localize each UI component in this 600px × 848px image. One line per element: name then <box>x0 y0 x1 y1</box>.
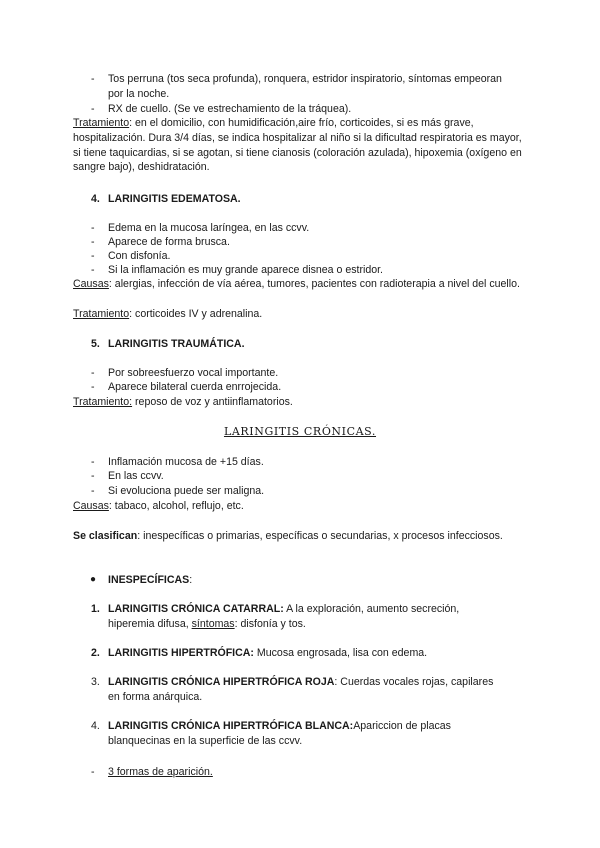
list-item: En las ccvv. <box>108 470 164 482</box>
list-item: RX de cuello. (Se ve estrechamiento de la tráquea). <box>108 103 352 115</box>
list-item: Aparece bilateral cuerda enrrojecida. <box>108 381 282 393</box>
section-number: 4. <box>91 193 100 205</box>
subsection-heading <box>108 573 520 588</box>
treatment-paragraph <box>73 307 528 322</box>
treatment-text: : corticoides IV y adrenalina. <box>129 308 263 320</box>
list-dash: - <box>91 381 95 393</box>
list-item: Aparece de forma brusca. <box>108 236 230 248</box>
list-item: Si evoluciona puede ser maligna. <box>108 485 265 497</box>
item-title: LARINGITIS CRÓNICA CATARRAL: <box>108 603 284 615</box>
item-desc: Apariccion de placas <box>353 720 451 732</box>
treatment-label: Tratamiento <box>73 308 130 320</box>
treatment-label: Tratamiento <box>73 117 130 129</box>
numbered-item <box>108 602 520 632</box>
causes-text: : alergias, infección de vía aérea, tumores, pacientes con radioterapia a nivel del cuello. <box>108 278 520 290</box>
treatment-label: Tratamiento: <box>73 396 133 408</box>
treatment-text: : en el domicilio, con humidificación,aire frío, corticoides, si es más grave, hospitalización. Dura 3/4 días, se indica hospitalizar al niño si la dificultad respiratoria es mayor, si tiene taquicardias, si se agotan, si tiene cianosis (coloración azulada), hipoxemia (oxígeno en sangre bajo), deshidratación. <box>73 117 522 174</box>
subsection-heading-text: INESPECÍFICAS <box>108 574 190 586</box>
list-item: 3 formas de aparición. <box>108 766 213 778</box>
list-item: Si la inflamación es muy grande aparece disnea o estridor. <box>108 264 384 276</box>
item-desc: : Cuerdas vocales rojas, capilares <box>334 676 494 688</box>
item-desc: A la exploración, aumento secreción, <box>283 603 460 615</box>
item-title: LARINGITIS HIPERTRÓFICA: <box>108 647 254 659</box>
item-number: 2. <box>91 647 100 659</box>
causes-label: Causas <box>73 500 109 512</box>
causes-paragraph <box>73 499 528 514</box>
bullet-icon: ● <box>90 574 97 585</box>
item-desc-3: : disfonía y tos. <box>234 617 306 630</box>
treatment-paragraph <box>73 395 528 410</box>
causes-label: Causas <box>73 278 109 290</box>
list-dash: - <box>91 367 95 379</box>
list-dash: - <box>91 222 95 234</box>
list-item: Edema en la mucosa laríngea, en las ccvv. <box>108 222 310 234</box>
symptoms-label: síntomas <box>191 617 235 630</box>
list-dash: - <box>91 264 95 276</box>
item-number: 1. <box>91 603 100 615</box>
list-item: Con disfonía. <box>108 250 171 262</box>
classification-paragraph <box>73 529 528 544</box>
treatment-text: reposo de voz y antiinflamatorios. <box>132 396 293 408</box>
list-dash: - <box>91 766 95 778</box>
list-dash: - <box>91 250 95 262</box>
item-desc-2: en forma anárquica. <box>108 690 203 703</box>
list-dash: - <box>91 73 95 85</box>
numbered-item <box>108 646 520 661</box>
item-desc: Mucosa engrosada, lisa con edema. <box>253 647 428 659</box>
list-item: Por sobreesfuerzo vocal importante. <box>108 367 279 379</box>
section-title: LARINGITIS TRAUMÁTICA. <box>108 338 245 350</box>
list-dash: - <box>91 485 95 497</box>
item-number: 3. <box>91 676 100 688</box>
numbered-item <box>108 719 520 749</box>
heading-suffix: : <box>189 574 193 586</box>
numbered-item <box>108 675 520 705</box>
causes-paragraph <box>73 277 528 292</box>
list-item: Tos perruna (tos seca profunda), ronquera, estridor inspiratorio, síntomas empeoran por la noche. <box>108 73 502 100</box>
item-desc-2: hiperemia difusa, <box>108 617 192 630</box>
treatment-paragraph <box>73 116 528 175</box>
classify-label: Se clasifican <box>73 530 138 542</box>
item-title: LARINGITIS CRÓNICA HIPERTRÓFICA ROJA <box>108 676 335 688</box>
chronic-title: LARINGITIS CRÓNICAS. <box>223 425 377 438</box>
list-dash: - <box>91 470 95 482</box>
list-dash: - <box>91 103 95 115</box>
item-title: LARINGITIS CRÓNICA HIPERTRÓFICA BLANCA: <box>108 720 354 732</box>
item-number: 4. <box>91 720 100 732</box>
section-number: 5. <box>91 338 100 350</box>
list-dash: - <box>91 236 95 248</box>
classify-text: : inespecíficas o primarias, específicas o secundarias, x procesos infecciosos. <box>137 530 503 542</box>
list-dash: - <box>91 456 95 468</box>
list-item: Inflamación mucosa de +15 días. <box>108 456 264 468</box>
item-desc-2: blanquecinas en la superficie de las ccvv. <box>108 734 303 747</box>
section-title: LARINGITIS EDEMATOSA. <box>108 193 241 205</box>
causes-text: : tabaco, alcohol, reflujo, etc. <box>108 500 244 512</box>
